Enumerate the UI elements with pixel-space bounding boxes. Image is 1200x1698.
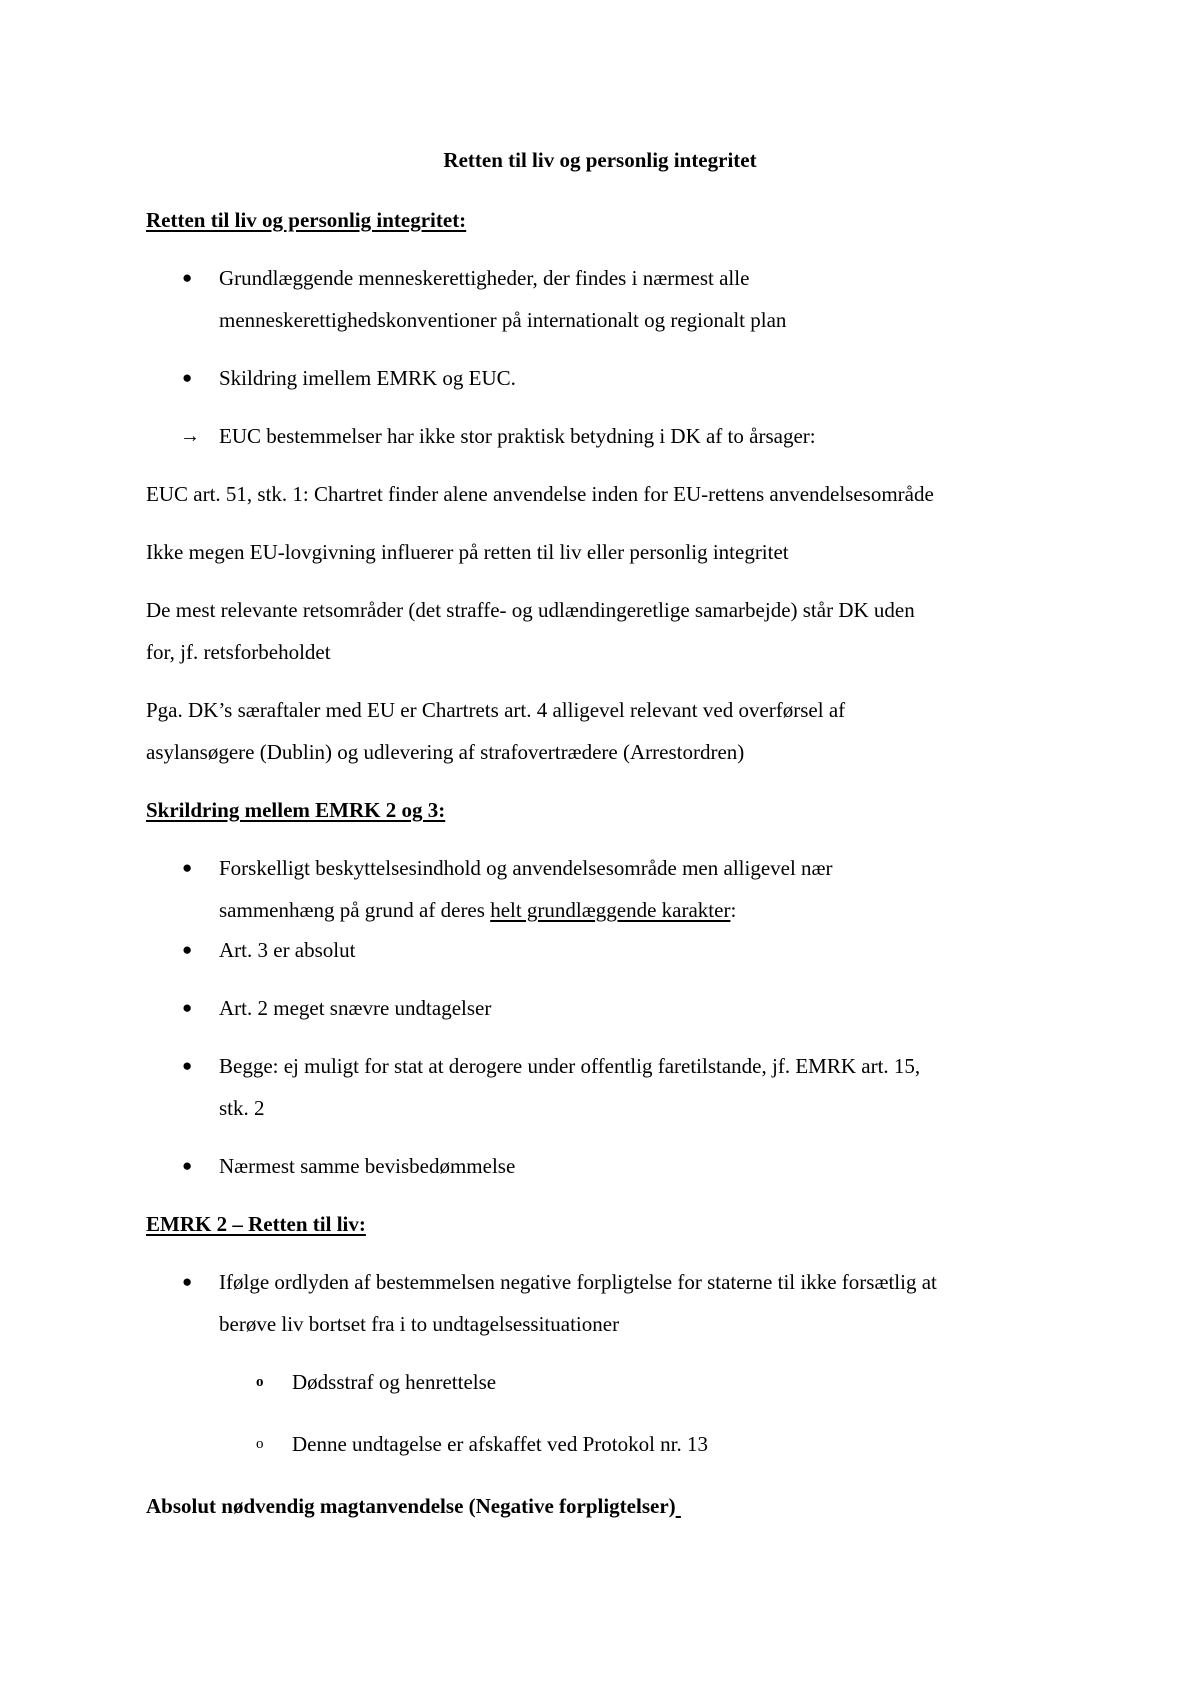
text-run: : [730,898,737,922]
bullet-dot-icon: ● [182,1272,193,1291]
list-item: EUC bestemmelser har ikke stor praktisk betydning i DK af to årsager: [219,424,816,448]
bullet-circle-icon: o [256,1436,264,1452]
bullet-dot-icon: ● [182,268,193,287]
list-item: Grundlæggende menneskerettigheder, der findes i nærmest alle [219,266,750,290]
list-item-continued: stk. 2 [219,1096,265,1120]
bullet-dot-icon: ● [182,1056,193,1075]
paragraph-continued: asylansøgere (Dublin) og udlevering af strafovertrædere (Arrestordren) [146,740,745,764]
bullet-circle-icon: o [256,1374,264,1390]
text-run: sammenhæng på grund af deres [219,898,491,922]
list-item: Art. 3 er absolut [219,938,356,962]
sub-list-item: Denne undtagelse er afskaffet ved Protokol nr. 13 [292,1432,708,1456]
arrow-right-icon: → [180,425,200,447]
section-heading-3: EMRK 2 – Retten til liv: [146,1212,366,1236]
list-item-continued: berøve liv bortset fra i to undtagelsessituationer [219,1312,620,1336]
paragraph-continued: for, jf. retsforbeholdet [146,640,331,664]
paragraph: EUC art. 51, stk. 1: Chartret finder alene anvendelse inden for EU-rettens anvendelsesområde [146,482,934,506]
section-heading-1: Retten til liv og personlig integritet: [146,208,467,232]
list-item: Ifølge ordlyden af bestemmelsen negative forpligtelse for staterne til ikke forsætlig at [219,1270,937,1294]
paragraph: Pga. DK’s særaftaler med EU er Chartrets art. 4 alligevel relevant ved overførsel af [146,698,846,722]
list-item: Begge: ej muligt for stat at derogere under offentlig faretilstande, jf. EMRK art. 15, [219,1054,921,1078]
list-item-continued [219,898,736,922]
document-title: Retten til liv og personlig integritet [443,148,757,172]
bullet-dot-icon: ● [182,940,193,959]
section-heading-2: Skrildring mellem EMRK 2 og 3: [146,798,446,822]
bullet-dot-icon: ● [182,998,193,1017]
sub-list-item: Dødsstraf og henrettelse [292,1370,497,1394]
underlined-text: helt grundlæggende karakter [490,898,731,922]
paragraph: Ikke megen EU-lovgivning influerer på retten til liv eller personlig integritet [146,540,789,564]
bullet-dot-icon: ● [182,1156,193,1175]
list-item: Skildring imellem EMRK og EUC. [219,366,516,390]
list-item: Forskelligt beskyttelsesindhold og anvendelsesområde men alligevel nær [219,856,833,880]
list-item: Nærmest samme bevisbedømmelse [219,1154,516,1178]
section-heading-4 [146,1494,681,1518]
list-item: Art. 2 meget snævre undtagelser [219,996,492,1020]
underline-space [676,1494,681,1518]
heading-text: Absolut nødvendig magtanvendelse (Negative forpligtelser) [146,1494,676,1518]
list-item-continued: menneskerettighedskonventioner på internationalt og regionalt plan [219,308,787,332]
paragraph: De mest relevante retsområder (det straffe- og udlændingeretlige samarbejde) står DK uden [146,598,915,622]
bullet-dot-icon: ● [182,858,193,877]
bullet-dot-icon: ● [182,368,193,387]
